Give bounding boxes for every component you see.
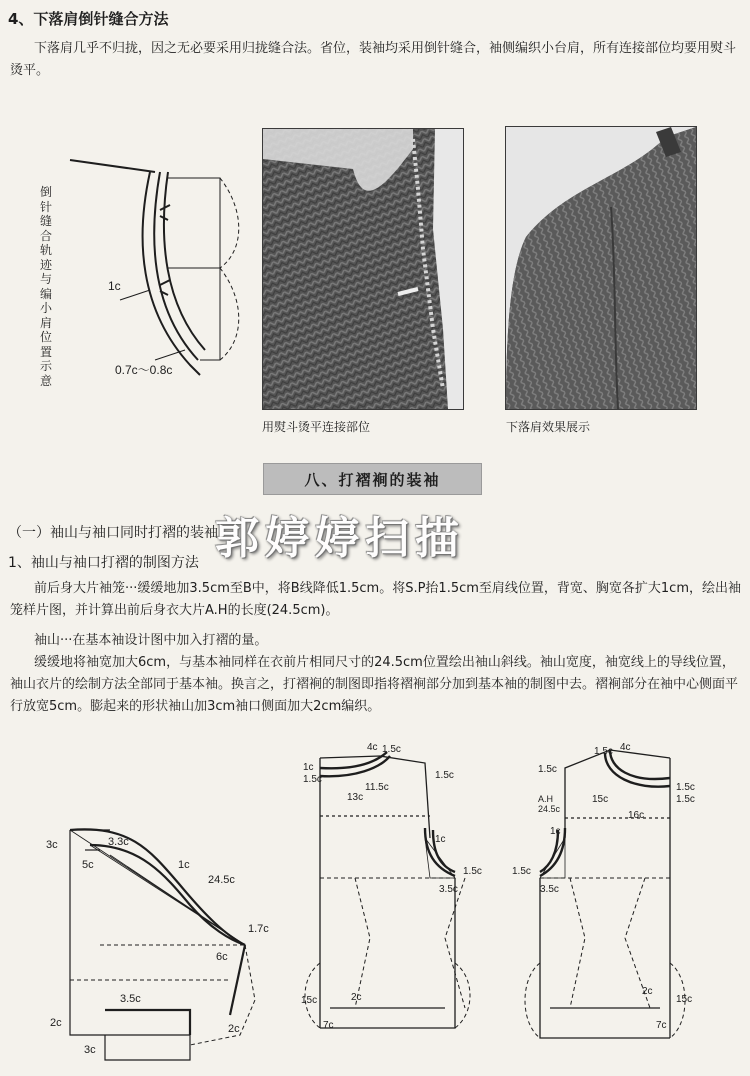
subsection-heading: （一）袖山与袖口同时打褶的装袖 (8, 525, 218, 541)
sleeve-label-8: 2c (50, 1017, 62, 1029)
back-label-3: 1.5c (303, 774, 322, 785)
back-label-6: 1.5c (435, 770, 454, 781)
back-label-1: 1.5c (382, 744, 401, 755)
back-label-9: 3.5c (439, 884, 458, 895)
front-label-11: 3.5c (540, 884, 559, 895)
front-label-9: 1c (550, 826, 561, 837)
sleeve-label-2: 3.3c (108, 836, 129, 848)
back-label-2: 1c (303, 762, 314, 773)
sleeve-label-0: 3c (46, 839, 58, 851)
back-label-7: 1c (435, 834, 446, 845)
front-label-10: 1.5c (512, 866, 531, 877)
back-label-11: 2c (351, 992, 362, 1003)
back-label-4: 13c (347, 792, 364, 803)
section-paragraph: 下落肩几乎不归拢，因之无必要采用归拢缝合法。省位，装袖均采用倒针缝合，袖侧编织小台肩，所有连接部位均要用熨斗烫平。 (10, 41, 737, 78)
front-label-12: 15c (676, 994, 693, 1005)
section-title: 4、下落肩倒针缝合方法 (8, 10, 169, 28)
sleeve-pattern-diagram (40, 820, 280, 1065)
front-label-4: 24.5c (538, 804, 561, 814)
front-label-13: 2c (642, 986, 653, 997)
sleeve-label-6: 6c (216, 951, 228, 963)
front-label-14: 7c (656, 1020, 667, 1031)
paragraph-sleeve-cap: 袖山···在基本袖设计图中加入打褶的量。 (34, 633, 268, 648)
front-label-5: 15c (592, 794, 609, 805)
photo-sweater-seam (262, 128, 464, 410)
label-1c: 1c (108, 279, 121, 293)
paragraph-armhole: 前后身大片袖笼···缓缓地加3.5cm至B中，将B线降低1.5cm。将S.P抬1.5cm至肩线位置，背宽、胸宽各扩大1cm，绘出袖笼样片图，并计算出前后身衣大片A.H的长度(24.5cm)。 (10, 581, 741, 618)
sleeve-label-4: 24.5c (208, 874, 235, 886)
photo1-caption: 用熨斗烫平连接部位 (262, 420, 371, 434)
sleeve-label-9: 2c (228, 1023, 240, 1035)
front-label-1: 4c (620, 742, 631, 753)
front-bodice-diagram (510, 738, 720, 1058)
chapter-banner: 八、打褶裥的装袖 (263, 463, 482, 495)
vertical-label: 倒针缝合轨迹与编小肩位置示意 (39, 185, 52, 388)
item-heading: 1、袖山与袖口打褶的制图方法 (8, 555, 199, 571)
front-label-7: 1.5c (676, 794, 695, 805)
back-label-5: 11.5c (365, 782, 389, 793)
back-label-0: 4c (367, 742, 378, 753)
sleeve-label-1: 5c (82, 859, 94, 871)
label-range: 0.7c～0.8c (115, 363, 173, 377)
sleeve-label-7: 3.5c (120, 993, 141, 1005)
sleeve-label-3: 1c (178, 859, 190, 871)
front-label-0: 1.5c (538, 764, 557, 775)
back-bodice-diagram (295, 738, 495, 1058)
back-label-10: 15c (301, 995, 318, 1006)
front-label-3: A.H (538, 794, 554, 804)
back-label-12: 7c (323, 1020, 334, 1031)
back-label-8: 1.5c (463, 866, 482, 877)
sleeve-label-10: 3c (84, 1044, 96, 1056)
photo2-caption: 下落肩效果展示 (506, 420, 591, 434)
scan-watermark: 郭婷婷扫描 (215, 513, 465, 564)
photo-knit-texture-left (263, 129, 463, 409)
front-label-8: 16c (628, 810, 645, 821)
front-label-2: 1.5c (594, 746, 613, 757)
sleeve-label-5: 1.7c (248, 923, 269, 935)
front-label-6: 1.5c (676, 782, 695, 793)
paragraph-pleat-method: 缓缓地将袖宽加大6cm，与基本袖同样在衣前片相同尺寸的24.5cm位置绘出袖山斜线。袖山宽度，袖宽线上的导线位置，袖山衣片的绘制方法全部同于基本袖。换言之，打褶裥的制图即指将褶裥部分加到基本袖的制图中去。褶裥部分在袖中心侧面平行放宽5cm。膨起来的形状袖山加3cm袖口侧面加大2cm编织。 (10, 655, 739, 714)
shoulder-seam-diagram (60, 150, 260, 390)
photo-knit-texture-right (506, 127, 696, 409)
photo-sweater-shoulder (505, 126, 697, 410)
